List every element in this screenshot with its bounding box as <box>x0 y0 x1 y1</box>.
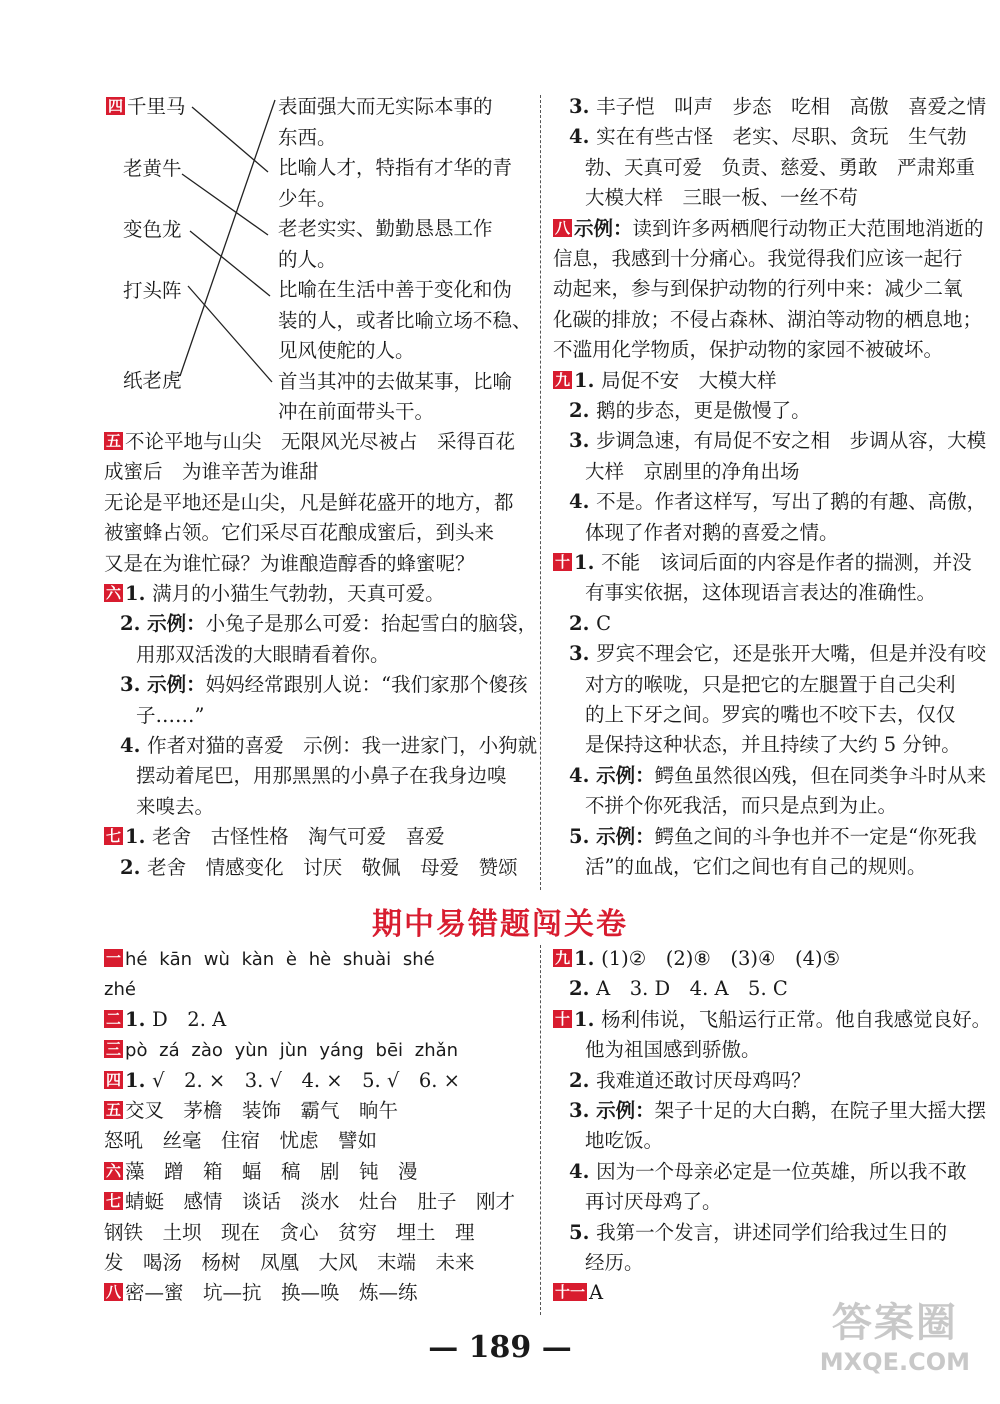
text-line <box>104 491 514 515</box>
line-text: 是保持这种状态，并且持续了大约 5 分钟。 <box>585 733 961 757</box>
line-text: 密—蜜 坑—抗 换—唤 炼—练 <box>125 1281 418 1305</box>
match-term <box>106 95 186 119</box>
line-text: 他为祖国感到骄傲。 <box>585 1038 761 1062</box>
text-line <box>104 1160 418 1184</box>
line-text: 大样 京剧里的净角出场 <box>585 459 800 483</box>
text-line <box>569 95 986 119</box>
text-line <box>104 1129 377 1153</box>
match-definition-line: 见风使舵的人。 <box>278 339 415 362</box>
match-definition-line: 首当其冲的去做某事，比喻 <box>278 369 513 393</box>
line-text: 1. (1)② (2)⑧ (3)④ (4)⑤ <box>574 947 841 970</box>
text-line <box>569 764 986 788</box>
line-text: zhé <box>104 979 136 1001</box>
text-line <box>553 1281 603 1305</box>
match-term-text: 老黄牛 <box>123 157 182 180</box>
text-line <box>585 1251 644 1275</box>
text-line <box>553 338 943 362</box>
section-number-tag: 十 <box>555 553 571 571</box>
line-text: 4. 因为一个母亲必定是一位英雄，所以我不敢 <box>569 1159 967 1183</box>
match-term-text: 打头阵 <box>123 279 182 302</box>
watermark-site: MXQE.COM <box>819 1348 970 1376</box>
line-text: 5. 我第一个发言，讲述同学们给我过生日的 <box>569 1220 948 1244</box>
match-term <box>123 218 182 242</box>
line-text: 摆动着尾巴，用那黑黑的小鼻子在我身边嗅 <box>136 764 507 788</box>
line-text: 成蜜后 为谁辛苦为谁甜 <box>104 460 319 484</box>
text-line <box>104 582 445 606</box>
line-text: A <box>589 1281 604 1305</box>
line-text: 3. 步调急速，有局促不安之相 步调从容，大模 <box>569 429 987 453</box>
text-line <box>553 369 777 393</box>
line-text: 3. 丰子恺 叫声 步态 吃相 高傲 喜爱之情 <box>569 95 987 118</box>
text-line <box>585 855 926 879</box>
match-definition-line: 的人。 <box>278 247 337 271</box>
line-text: 用那双活泼的大眼睛看着你。 <box>136 642 390 666</box>
text-line <box>104 430 515 454</box>
match-definition-line: 东西。 <box>278 125 337 149</box>
line-text: 活”的血战，它们之间也有自己的规则。 <box>585 855 927 878</box>
text-line <box>553 551 972 575</box>
text-line <box>569 125 967 149</box>
line-text: 2. C <box>569 611 612 635</box>
text-line <box>104 460 319 484</box>
line-text: 不滥用化学物质，保护动物的家园不被破坏。 <box>553 338 944 362</box>
text-line <box>104 1069 460 1093</box>
text-line <box>104 1008 226 1032</box>
text-line <box>104 521 494 545</box>
line-text: 4. 实在有些古怪 老实、尽职、贪玩 生气勃 <box>569 125 967 149</box>
line-text: 1. 老舍 古怪性格 淘气可爱 喜爱 <box>125 825 445 849</box>
text-line <box>569 642 986 666</box>
line-text: 被蜜蜂占领。它们采尽百花酿成蜜后，到头来 <box>104 521 495 545</box>
line-text: 3. 罗宾不理会它，还是张开大嘴，但是并没有咬 <box>569 642 987 666</box>
line-text: 2. 老舍 情感变化 讨厌 敬佩 母爱 赞颂 <box>120 855 518 879</box>
line-text: 有事实依据，这体现语言表达的准确性。 <box>585 581 937 605</box>
section-number-tag: 一 <box>106 949 122 967</box>
match-definition-line: 表面强大而无实际本事的 <box>278 95 493 118</box>
text-line <box>585 1129 663 1153</box>
line-text: 2. 鹅的步态，更是傲慢了。 <box>569 399 811 422</box>
section-number-tag: 四 <box>106 1070 122 1089</box>
line-text: 藻 蹭 箱 蝠 稿 剧 钝 漫 <box>125 1159 418 1183</box>
match-line-3 <box>190 231 270 296</box>
line-text: 子……” <box>136 703 205 727</box>
line-text: 的上下牙之间。罗宾的嘴也不咬下去，仅仅 <box>585 703 956 726</box>
line-text: 蜻蜓 感情 谈话 淡水 灶台 肚子 刚才 <box>125 1190 516 1214</box>
line-text: 化碳的排放；不侵占森林、湖泊等动物的栖息地； <box>553 307 983 331</box>
text-line <box>120 673 528 697</box>
line-text: 无论是平地还是山尖，凡是鲜花盛开的地方，都 <box>104 490 514 514</box>
text-line <box>585 1190 722 1214</box>
text-line <box>104 947 435 972</box>
text-line <box>553 947 840 971</box>
match-definition-line: 老老实实、勤勤恳恳工作 <box>278 217 493 240</box>
text-line <box>136 643 390 667</box>
section-number-tag: 五 <box>106 1101 122 1119</box>
match-definition-line: 冲在前面带头干。 <box>278 400 435 423</box>
text-line <box>585 460 800 484</box>
line-text: 不论平地与山尖 无限风光尽被占 采得百花 <box>125 430 516 453</box>
line-text: 2. A 3. D 4. A 5. C <box>569 977 788 1001</box>
line-text: 1. 杨利伟说，飞船运行正常。他自我感觉良好。 <box>574 1007 992 1031</box>
line-text: 4. 示例：鳄鱼虽然很凶残，但在同类争斗时从来 <box>569 763 987 787</box>
line-text: 来嗅去。 <box>136 794 215 818</box>
section-number-tag: 七 <box>106 1192 122 1211</box>
text-line <box>585 156 975 180</box>
match-line-2 <box>182 174 268 235</box>
text-line <box>104 825 445 849</box>
line-text: 不拼个你死我活，而只是点到为止。 <box>585 794 898 818</box>
text-line <box>585 1038 761 1062</box>
text-line <box>136 795 214 819</box>
text-line <box>569 490 986 514</box>
line-text: 地吃饭。 <box>585 1129 664 1153</box>
section-number-tag: 九 <box>555 370 571 389</box>
section-number-tag: 十一 <box>555 1283 586 1302</box>
text-line <box>104 1038 458 1063</box>
match-term-text: 千里马 <box>127 95 186 118</box>
text-line <box>585 703 956 727</box>
text-line <box>120 612 537 636</box>
match-term <box>123 369 182 393</box>
text-line <box>104 1099 398 1123</box>
line-text: 经历。 <box>585 1251 644 1274</box>
line-text: 对方的喉咙，只是把它的左腿置于自己尖利 <box>585 672 956 696</box>
text-line <box>585 581 936 605</box>
line-text: 勃、天真可爱 负责、慈爱、勇敢 严肃郑重 <box>585 155 976 179</box>
section-number-tag: 八 <box>555 218 571 237</box>
line-text: 2. 示例：小兔子是那么可爱：抬起雪白的脑袋， <box>120 612 538 636</box>
text-line <box>104 1251 475 1275</box>
text-line <box>569 1221 947 1245</box>
line-text: 5. 示例：鳄鱼之间的斗争也并不一定是“你死我 <box>569 824 977 848</box>
section-number-tag: 六 <box>106 1161 122 1180</box>
text-line <box>585 186 858 210</box>
text-line <box>104 1190 515 1214</box>
match-term-text: 纸老虎 <box>123 369 182 392</box>
text-line <box>569 612 611 636</box>
text-line <box>585 794 897 818</box>
text-line <box>553 247 963 271</box>
watermark-brand: 答案圈 <box>831 1300 958 1346</box>
match-definition-line: 比喻人才，特指有才华的青 <box>278 156 513 179</box>
text-line <box>569 399 811 423</box>
line-text: 交叉 茅檐 装饰 霸气 晌午 <box>125 1099 399 1122</box>
line-text: 再讨厌母鸡了。 <box>585 1190 722 1214</box>
line-text: 怒吼 丝毫 住宿 忧虑 譬如 <box>104 1129 378 1153</box>
match-term <box>123 279 182 303</box>
line-text: 1. 不能 该词后面的内容是作者的揣测，并没 <box>574 551 972 574</box>
text-line <box>585 521 839 545</box>
text-line <box>104 977 136 1002</box>
match-definition-line: 装的人，或者比喻立场不稳、 <box>278 308 532 332</box>
text-line <box>553 308 982 332</box>
line-text: 2. 我难道还敢讨厌母鸡吗？ <box>569 1068 811 1092</box>
text-line <box>569 1160 967 1184</box>
line-text: 4. 不是。作者这样写，写出了鹅的有趣、高傲， <box>569 490 987 514</box>
match-line-1 <box>192 107 268 172</box>
text-line <box>569 1099 986 1123</box>
text-line <box>120 856 518 880</box>
line-text: 1. 满月的小猫生气勃勃，天真可爱。 <box>125 582 445 605</box>
line-text: 1. D 2. A <box>125 1007 227 1031</box>
section-number-tag: 六 <box>106 584 122 602</box>
text-line <box>104 552 475 576</box>
section-number-tag: 八 <box>106 1283 122 1302</box>
line-text: pò zá zào yùn jùn yáng bēi zhǎn <box>125 1040 459 1062</box>
text-line <box>553 277 963 301</box>
line-text: 1. 局促不安 大模大样 <box>574 368 777 392</box>
line-text: 1. √ 2. × 3. √ 4. × 5. √ 6. × <box>125 1068 460 1092</box>
line-text: 3. 示例：妈妈经常跟别人说：“我们家那个傻孩 <box>120 673 528 697</box>
line-text: 3. 示例：架子十足的大白鹅，在院子里大摇大摆 <box>569 1099 987 1122</box>
section-number-tag: 五 <box>106 432 122 450</box>
match-definition-line: 少年。 <box>278 186 337 210</box>
match-term-text: 变色龙 <box>123 218 182 241</box>
text-line <box>104 1221 475 1245</box>
line-text: 体现了作者对鹅的喜爱之情。 <box>585 520 839 544</box>
section-number-tag: 七 <box>106 827 122 846</box>
line-text: 大模大样 三眼一板、一丝不苟 <box>585 186 859 210</box>
text-line <box>136 704 204 728</box>
line-text: 动起来，参与到保护动物的行列中来：减少二氧 <box>553 277 963 301</box>
line-text: 钢铁 土坝 现在 贪心 贫穷 埋土 理 <box>104 1220 475 1244</box>
text-line <box>569 1069 811 1093</box>
text-line <box>569 429 986 453</box>
section-number-tag: 九 <box>555 949 571 967</box>
section-number-tag: 十 <box>555 1009 571 1028</box>
match-definition-line: 比喻在生活中善于变化和伪 <box>278 278 513 301</box>
line-text: 发 喝汤 杨树 凤凰 大风 末端 未来 <box>104 1251 475 1274</box>
watermark-logo <box>820 1291 970 1376</box>
text-line <box>136 764 507 788</box>
page-number: — 189 — <box>428 1330 572 1365</box>
text-line <box>569 825 977 849</box>
section-number-tag: 四 <box>108 97 124 115</box>
section-number-tag: 二 <box>106 1009 122 1028</box>
text-line <box>585 733 961 757</box>
section-number-tag: 三 <box>106 1040 122 1059</box>
line-text: 4. 作者对猫的喜爱 示例：我一进家门，小狗就 <box>120 734 538 757</box>
line-text: hé kān wù kàn è hè shuài shé <box>125 949 435 970</box>
text-line <box>553 1008 991 1032</box>
section-title: 期中易错题闯关卷 <box>372 907 628 942</box>
match-term <box>123 157 182 181</box>
line-text: 信息，我感到十分痛心。我觉得我们应该一起行 <box>553 247 963 270</box>
line-text: 又是在为谁忙碌？为谁酿造醇香的蜂蜜呢？ <box>104 551 475 575</box>
text-line <box>585 673 956 697</box>
text-line <box>120 734 537 758</box>
line-text: 示例：读到许多两栖爬行动物正大范围地消逝的 <box>574 216 984 240</box>
match-line-5 <box>180 100 275 376</box>
text-line <box>104 1281 418 1305</box>
text-line <box>569 977 788 1001</box>
match-line-4 <box>188 286 272 382</box>
text-line <box>553 217 984 241</box>
